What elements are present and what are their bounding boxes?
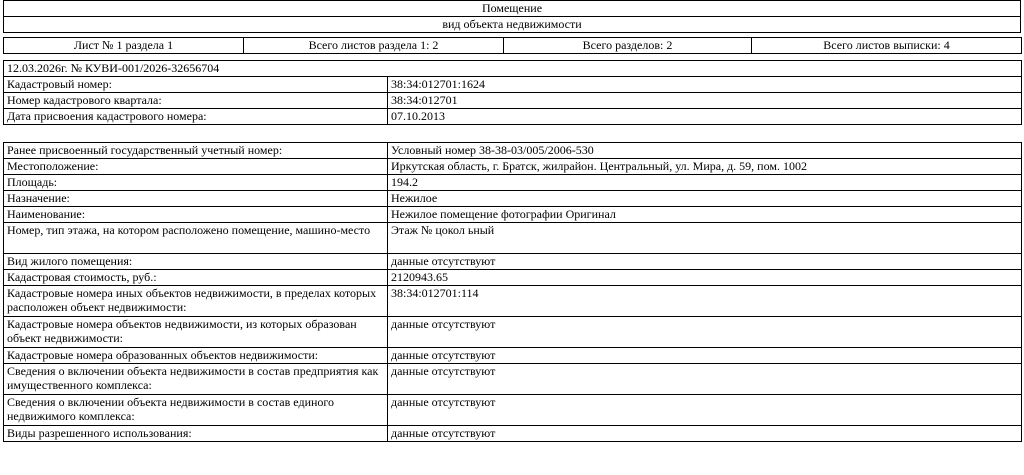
property-value: данные отсутствуют (388, 395, 1022, 426)
registration-value: 38:34:012701:1624 (388, 77, 1022, 93)
property-label: Назначение: (4, 191, 388, 207)
properties-table (3, 142, 1022, 442)
registration-table (3, 60, 1022, 125)
request-number: 12.03.2026г. № КУВИ-001/2026-32656704 (4, 61, 1022, 77)
registration-value: 07.10.2013 (388, 109, 1022, 125)
property-row (4, 348, 1022, 364)
property-label: Виды разрешенного использования: (4, 426, 388, 442)
registration-value: 38:34:012701 (388, 93, 1022, 109)
object-type-title: Помещение (4, 1, 1021, 17)
property-row (4, 270, 1022, 286)
property-label: Наименование: (4, 207, 388, 223)
property-value: данные отсутствуют (388, 364, 1022, 395)
property-label: Сведения о включении объекта недвижимости в состав единого недвижимого комплекса: (4, 395, 388, 426)
property-value: Нежилое помещение фотографии Оригинал (388, 207, 1022, 223)
property-label: Местоположение: (4, 159, 388, 175)
property-label: Кадастровые номера объектов недвижимости, из которых образован объект недвижимости: (4, 317, 388, 348)
object-kind-caption: вид объекта недвижимости (4, 17, 1021, 33)
property-row (4, 143, 1022, 159)
registration-row (4, 109, 1022, 125)
property-value: Условный номер 38-38-03/005/2006-530 (388, 143, 1022, 159)
property-value: 2120943.65 (388, 270, 1022, 286)
total-sheets-count: Всего листов выписки: 4 (752, 38, 1022, 54)
property-value: 194.2 (388, 175, 1022, 191)
object-header-table (3, 0, 1021, 33)
request-number-row (4, 61, 1022, 77)
property-label: Номер, тип этажа, на котором расположено помещение, машино-место (4, 223, 388, 254)
property-value: 38:34:012701:114 (388, 286, 1022, 317)
property-value: Нежилое (388, 191, 1022, 207)
property-row (4, 223, 1022, 254)
registration-label: Номер кадастрового квартала: (4, 93, 388, 109)
property-row (4, 395, 1022, 426)
property-row (4, 317, 1022, 348)
sections-count: Всего разделов: 2 (504, 38, 752, 54)
property-row (4, 426, 1022, 442)
property-label: Сведения о включении объекта недвижимости в состав предприятия как имущественного комплекса: (4, 364, 388, 395)
property-label: Площадь: (4, 175, 388, 191)
object-kind-row (4, 17, 1021, 33)
sheet-number: Лист № 1 раздела 1 (4, 38, 244, 54)
property-label: Кадастровые номера иных объектов недвижимости, в пределах которых расположен объект недвижимости: (4, 286, 388, 317)
property-value: данные отсутствуют (388, 348, 1022, 364)
property-label: Кадастровые номера образованных объектов недвижимости: (4, 348, 388, 364)
property-row (4, 207, 1022, 223)
object-type-row (4, 1, 1021, 17)
registration-label: Кадастровый номер: (4, 77, 388, 93)
property-row (4, 254, 1022, 270)
property-row (4, 159, 1022, 175)
property-value: Иркутская область, г. Братск, жилрайон. Центральный, ул. Мира, д. 59, пом. 1002 (388, 159, 1022, 175)
property-row (4, 191, 1022, 207)
registration-row (4, 77, 1022, 93)
extract-document (3, 0, 1021, 442)
registration-row (4, 93, 1022, 109)
registration-label: Дата присвоения кадастрового номера: (4, 109, 388, 125)
property-label: Кадастровая стоимость, руб.: (4, 270, 388, 286)
sheet-info-row (4, 38, 1022, 54)
property-label: Ранее присвоенный государственный учетный номер: (4, 143, 388, 159)
property-value: данные отсутствуют (388, 254, 1022, 270)
property-value: Этаж № цокол ьный (388, 223, 1022, 254)
section-sheets-count: Всего листов раздела 1: 2 (244, 38, 504, 54)
property-row (4, 286, 1022, 317)
property-label: Вид жилого помещения: (4, 254, 388, 270)
property-row (4, 364, 1022, 395)
sheet-info-table (3, 37, 1022, 54)
property-row (4, 175, 1022, 191)
property-value: данные отсутствуют (388, 426, 1022, 442)
property-value: данные отсутствуют (388, 317, 1022, 348)
